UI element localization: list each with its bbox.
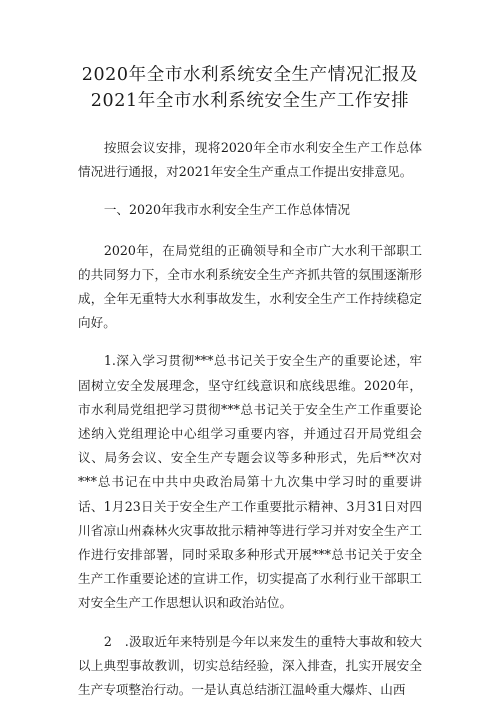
section-heading-1: 一、2020年我市水利安全生产工作总体情况 — [103, 202, 350, 218]
document-body — [78, 136, 422, 702]
title-line-1: 2020年全市水利系统安全生产情况汇报及 — [81, 65, 419, 85]
title-line-2: 2021年全市水利系统安全生产工作安排 — [90, 91, 410, 111]
item-2-paragraph: 2 .汲取近年来特别是今年以来发生的重特大事故和较大以上典型事故教训，切实总结经验，深入排查，扎实开展安全生产专项整治行动。一是认真总结浙江温岭重大爆炸、山西 — [78, 633, 422, 698]
summary-paragraph: 2020年，在局党组的正确领导和全市广大水利干部职工的共同努力下，全市水利系统安全生产齐抓共管的氛围逐渐形成，全年无重特大水利事故发生，水利安全生产工作持续稳定向好。 — [78, 242, 422, 331]
item-1-paragraph: 1.深入学习贯彻***总书记关于安全生产的重要论述，牢固树立安全发展理念，坚守红线意识和底线思维。2020年，市水利局党组把学习贯彻***总书记关于安全生产工作重要论述纳入党组理论中心组学习重要内容，并通过召开局党组会议、局务会议、安全生产专题会议等多种形式，先后**次对***总书记在中共中央政治局第十九次集中学习时的重要讲话、1月23日关于安全生产工作重要批示精神、3月31日对四川省凉山州森林火灾事故批示精神等进行学习并对安全生产工作进行安排部署，同时采取多种形式开展***总书记关于安全生产工作重要论述的宣讲工作，切实提高了水利行业干部职工对安全生产工作思想认识和政治站位。 — [78, 353, 422, 611]
intro-paragraph: 按照会议安排，现将2020年全市水利安全生产工作总体情况进行通报，对2021年安全生产重点工作提出安排意见。 — [78, 140, 422, 180]
document-title — [78, 62, 422, 114]
